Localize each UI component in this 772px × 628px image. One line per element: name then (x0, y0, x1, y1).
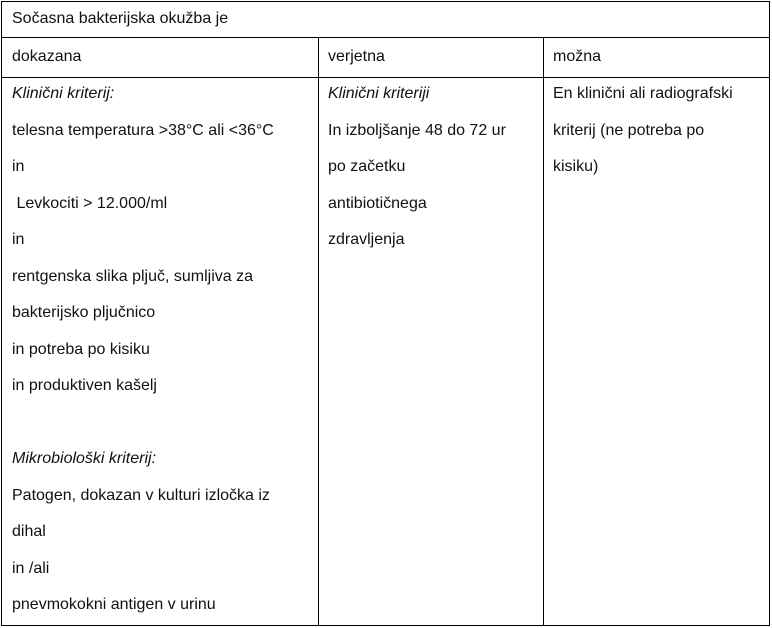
criteria-table (1, 1, 770, 626)
criteria-line: In izboljšanje 48 do 72 ur (328, 121, 506, 139)
criteria-line: po začetku (328, 158, 406, 175)
column-header-verjetna: verjetna (328, 48, 385, 65)
criteria-line: Levkociti > 12.000/ml (12, 194, 168, 212)
micro-criteria-heading: Mikrobiološki kriterij: (12, 450, 157, 467)
criteria-line: in (12, 231, 25, 248)
criteria-line: En klinični ali radiografski (553, 85, 733, 102)
criteria-line: zdravljenja (328, 231, 405, 248)
criteria-line: telesna temperatura >38°C ali <36°C (12, 121, 274, 139)
column-header-dokazana: dokazana (12, 48, 82, 65)
criteria-line: kisiku) (553, 158, 599, 175)
dokazana-cell (12, 76, 274, 624)
criteria-line: in /ali (12, 559, 50, 577)
criteria-line: dihal (12, 523, 46, 540)
clinical-criteria-heading: Klinični kriteriji (328, 85, 430, 102)
clinical-criteria-heading: Klinični kriterij: (12, 85, 115, 102)
verjetna-cell (328, 76, 506, 259)
criteria-line: in potreba po kisiku (12, 340, 150, 358)
column-header-mozna: možna (553, 48, 602, 65)
criteria-line: antibiotičnega (328, 194, 427, 212)
column-divider (543, 37, 544, 625)
criteria-line: Patogen, dokazan v kulturi izločka iz (12, 486, 270, 504)
criteria-line: rentgenska slika pljuč, sumljiva za (12, 267, 253, 285)
column-divider (318, 37, 319, 625)
criteria-line: pnevmokokni antigen v urinu (12, 596, 216, 613)
criteria-line: in produktiven kašelj (12, 377, 157, 394)
mozna-cell (553, 76, 733, 186)
table-title: Sočasna bakterijska okužba je (12, 10, 229, 27)
criteria-line: kriterij (ne potreba po (553, 121, 705, 139)
criteria-line: in (12, 158, 25, 175)
criteria-line: bakterijsko pljučnico (12, 304, 156, 321)
row-divider (2, 37, 769, 38)
spacer (12, 405, 274, 442)
